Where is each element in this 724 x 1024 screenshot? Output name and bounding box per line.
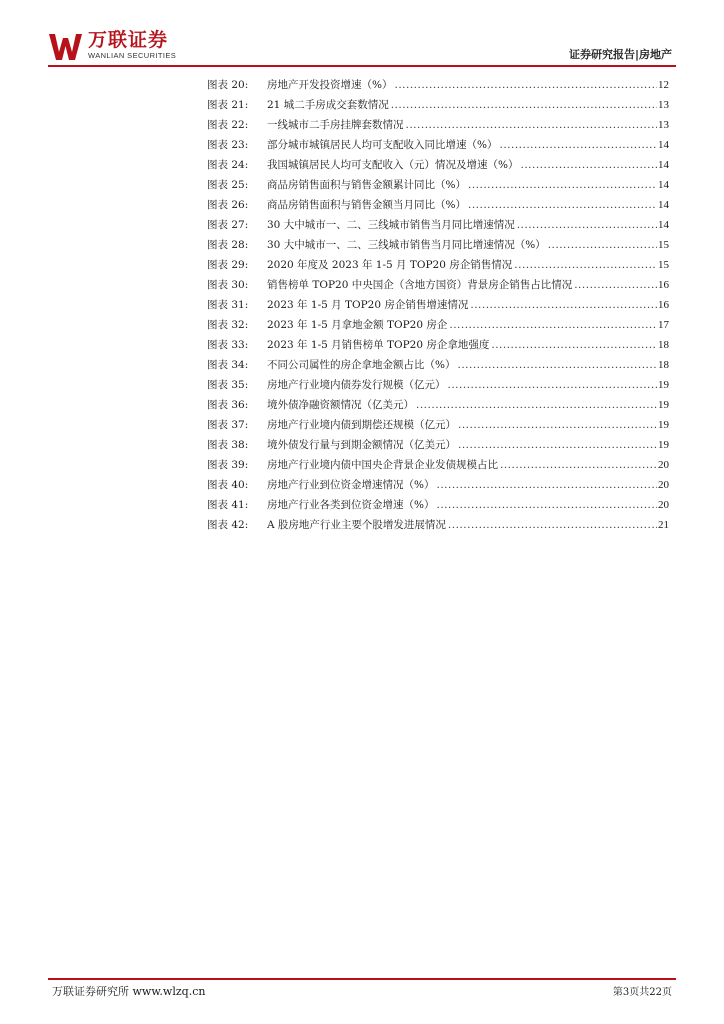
toc-entry-label: 图表 39:	[207, 459, 249, 471]
toc-leader-dots	[436, 475, 657, 495]
toc-entry[interactable]	[207, 295, 669, 315]
toc-entry[interactable]	[207, 355, 669, 375]
toc-entry-page: 21	[658, 519, 669, 531]
toc-leader-dots	[548, 235, 657, 255]
toc-entry[interactable]	[207, 375, 669, 395]
toc-entry-page: 14	[658, 199, 669, 211]
toc-leader-dots	[517, 215, 657, 235]
toc-entry-label: 图表 35:	[207, 379, 249, 391]
toc-entry-label: 图表 37:	[207, 419, 249, 431]
toc-entry-page: 20	[658, 459, 669, 471]
toc-leader-dots	[449, 315, 657, 335]
toc-entry[interactable]	[207, 475, 669, 495]
toc-entry-page: 13	[658, 99, 669, 111]
toc-entry-title: 境外债净融资额情况（亿美元）	[267, 399, 414, 411]
toc-entry-title: 30 大中城市一、二、三线城市销售当月同比增速情况（%）	[267, 239, 546, 251]
toc-entry[interactable]	[207, 135, 669, 155]
toc-entry[interactable]	[207, 515, 669, 535]
toc-entry[interactable]	[207, 95, 669, 115]
toc-entry-page: 14	[658, 139, 669, 151]
logo-chinese-name: 万联证券	[88, 29, 169, 51]
toc-entry[interactable]	[207, 195, 669, 215]
toc-entry-label: 图表 21:	[207, 99, 249, 111]
toc-leader-dots	[436, 495, 657, 515]
toc-entry-title: 2023 年 1-5 月 TOP20 房企销售增速情况	[267, 299, 469, 311]
toc-entry-title: 房地产行业各类到位资金增速（%）	[267, 499, 435, 511]
toc-leader-dots	[468, 195, 657, 215]
toc-leader-dots	[416, 395, 657, 415]
toc-entry[interactable]	[207, 455, 669, 475]
toc-entry-page: 14	[658, 179, 669, 191]
toc-entry-title: 房地产行业到位资金增速情况（%）	[267, 479, 435, 491]
toc-leader-dots	[468, 175, 657, 195]
toc-entry-title: 房地产行业境内债券发行规模（亿元）	[267, 379, 446, 391]
toc-entry-title: 21 城二手房成交套数情况	[267, 99, 389, 111]
toc-entry-label: 图表 27:	[207, 219, 249, 231]
toc-leader-dots	[457, 355, 657, 375]
toc-entry-page: 12	[658, 79, 669, 91]
toc-entry-title: 房地产行业境内债中国央企背景企业发债规模占比	[267, 459, 498, 471]
toc-leader-dots	[391, 95, 657, 115]
toc-entry-page: 14	[658, 219, 669, 231]
toc-entry[interactable]	[207, 435, 669, 455]
toc-entry-label: 图表 41:	[207, 499, 249, 511]
toc-entry-label: 图表 40:	[207, 479, 249, 491]
table-of-figures	[207, 75, 669, 535]
toc-entry-page: 16	[658, 299, 669, 311]
toc-entry-label: 图表 29:	[207, 259, 249, 271]
toc-leader-dots	[470, 295, 657, 315]
toc-entry-title: 不同公司属性的房企拿地金额占比（%）	[267, 359, 456, 371]
toc-entry-label: 图表 22:	[207, 119, 249, 131]
page-number: 第3页共22页	[612, 987, 672, 998]
toc-entry-title: 我国城镇居民人均可支配收入（元）情况及增速（%）	[267, 159, 519, 171]
toc-entry-title: A 股房地产行业主要个股增发进展情况	[267, 519, 446, 531]
toc-entry-label: 图表 32:	[207, 319, 249, 331]
toc-entry-label: 图表 20:	[207, 79, 249, 91]
toc-leader-dots	[394, 75, 657, 95]
toc-leader-dots	[448, 515, 657, 535]
toc-entry-title: 2020 年度及 2023 年 1-5 月 TOP20 房企销售情况	[267, 259, 513, 271]
toc-leader-dots	[491, 335, 657, 355]
toc-entry-page: 20	[658, 479, 669, 491]
toc-entry[interactable]	[207, 335, 669, 355]
toc-leader-dots	[458, 415, 657, 435]
footer-source: 万联证券研究所 www.wlzq.cn	[52, 985, 206, 998]
report-category: 证券研究报告|房地产	[568, 48, 672, 61]
toc-entry-label: 图表 33:	[207, 339, 249, 351]
toc-entry[interactable]	[207, 235, 669, 255]
toc-entry[interactable]	[207, 275, 669, 295]
toc-entry-label: 图表 31:	[207, 299, 249, 311]
toc-entry-page: 19	[658, 379, 669, 391]
toc-entry[interactable]	[207, 415, 669, 435]
toc-entry-page: 19	[658, 399, 669, 411]
toc-entry-title: 30 大中城市一、二、三线城市销售当月同比增速情况	[267, 219, 515, 231]
toc-entry-title: 销售榜单 TOP20 中央国企（含地方国资）背景房企销售占比情况	[267, 279, 573, 291]
toc-entry-page: 19	[658, 439, 669, 451]
toc-entry[interactable]	[207, 255, 669, 275]
toc-entry-page: 15	[658, 259, 669, 271]
toc-entry-label: 图表 26:	[207, 199, 249, 211]
toc-entry-label: 图表 34:	[207, 359, 249, 371]
toc-leader-dots	[448, 375, 658, 395]
toc-entry-title: 一线城市二手房挂牌套数情况	[267, 119, 404, 131]
toc-entry-label: 图表 25:	[207, 179, 249, 191]
toc-leader-dots	[514, 255, 657, 275]
company-logo	[48, 30, 176, 62]
toc-entry-title: 部分城市城镇居民人均可支配收入同比增速（%）	[267, 139, 498, 151]
toc-entry-label: 图表 23:	[207, 139, 249, 151]
toc-entry[interactable]	[207, 215, 669, 235]
toc-entry-page: 20	[658, 499, 669, 511]
toc-entry-title: 2023 年 1-5 月拿地金额 TOP20 房企	[267, 319, 448, 331]
footer-divider	[48, 978, 676, 980]
toc-entry[interactable]	[207, 395, 669, 415]
toc-entry-label: 图表 42:	[207, 519, 249, 531]
toc-leader-dots	[520, 155, 657, 175]
toc-entry-page: 17	[658, 319, 669, 331]
toc-entry-title: 商品房销售面积与销售金额累计同比（%）	[267, 179, 466, 191]
toc-leader-dots	[500, 455, 657, 475]
toc-entry-page: 13	[658, 119, 669, 131]
logo-english-name: WANLIAN SECURITIES	[88, 51, 177, 60]
toc-entry-title: 境外债发行量与到期金额情况（亿美元）	[267, 439, 456, 451]
toc-entry-page: 14	[658, 159, 669, 171]
toc-entry-label: 图表 24:	[207, 159, 249, 171]
toc-entry[interactable]	[207, 315, 669, 335]
header-divider	[48, 65, 676, 67]
toc-leader-dots	[574, 275, 657, 295]
toc-entry-page: 19	[658, 419, 669, 431]
toc-entry-label: 图表 28:	[207, 239, 249, 251]
toc-entry-title: 2023 年 1-5 月销售榜单 TOP20 房企拿地强度	[267, 339, 490, 351]
toc-entry[interactable]	[207, 75, 669, 95]
toc-entry-title: 商品房销售面积与销售金额当月同比（%）	[267, 199, 466, 211]
toc-leader-dots	[458, 435, 657, 455]
toc-entry-label: 图表 36:	[207, 399, 249, 411]
toc-entry[interactable]	[207, 495, 669, 515]
toc-leader-dots	[499, 135, 657, 155]
toc-entry[interactable]	[207, 155, 669, 175]
toc-entry-page: 15	[658, 239, 669, 251]
toc-entry-page: 18	[658, 359, 669, 371]
toc-entry-title: 房地产开发投资增速（%）	[267, 79, 393, 91]
wanlian-logo-icon	[48, 30, 84, 62]
toc-entry[interactable]	[207, 115, 669, 135]
toc-entry-label: 图表 30:	[207, 279, 249, 291]
toc-entry-title: 房地产行业境内债到期偿还规模（亿元）	[267, 419, 456, 431]
page-header	[48, 30, 676, 64]
toc-entry-label: 图表 38:	[207, 439, 249, 451]
toc-entry-page: 16	[658, 279, 669, 291]
toc-entry[interactable]	[207, 175, 669, 195]
toc-entry-page: 18	[658, 339, 669, 351]
toc-leader-dots	[406, 115, 658, 135]
